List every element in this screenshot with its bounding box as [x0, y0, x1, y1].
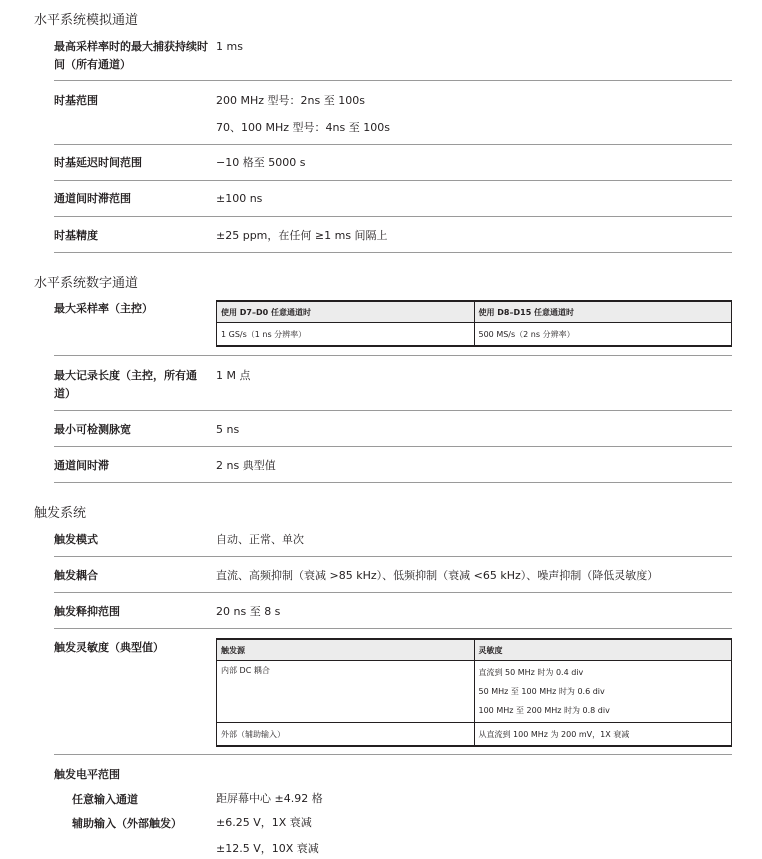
spec-value: 20 ns 至 8 s — [216, 605, 281, 618]
spec-value: ±100 ns — [216, 192, 263, 205]
table-header: 灵敏度 — [474, 639, 732, 661]
table-row — [217, 323, 732, 347]
spec-label: 时基精度 — [54, 229, 98, 242]
sub-label: 辅助输入（外部触发） — [72, 817, 182, 830]
sub-label: 任意输入通道 — [72, 793, 138, 806]
row-divider — [54, 556, 732, 557]
table-row — [217, 723, 732, 747]
trigger-sensitivity-table — [216, 638, 732, 747]
spec-label: 最大记录长度（主控，所有通道） — [54, 369, 197, 400]
row-divider — [54, 144, 732, 145]
spec-value: 距屏幕中心 ±4.92 格 — [216, 792, 323, 805]
spec-value: 200 MHz 型号：2ns 至 100s — [216, 94, 365, 107]
row-divider — [54, 592, 732, 593]
section-title-analog: 水平系统模拟通道 — [34, 13, 139, 28]
table-header: 触发源 — [217, 639, 475, 661]
table-header-row — [217, 639, 732, 661]
spec-value: ±6.25 V，1X 衰减 — [216, 816, 312, 829]
table-cell: 内部 DC 耦合 — [217, 661, 475, 723]
row-divider — [54, 80, 732, 81]
table-cell: 外部（辅助输入） — [217, 723, 475, 747]
spec-label: 最高采样率时的最大捕获持续时间（所有通道） — [54, 40, 208, 71]
spec-label: 触发灵敏度（典型值） — [54, 641, 164, 654]
spec-value: 自动、正常、单次 — [216, 533, 304, 546]
row-divider — [54, 628, 732, 629]
row-divider — [54, 446, 732, 447]
sensitivity-line: 100 MHz 至 200 MHz 时为 0.8 div — [478, 706, 610, 715]
spec-value: 70、100 MHz 型号：4ns 至 100s — [216, 121, 390, 134]
table-cell: 从直流到 100 MHz 为 200 mV，1X 衰减 — [474, 723, 732, 747]
row-divider — [54, 355, 732, 356]
spec-label: 最大采样率（主控） — [54, 302, 153, 315]
sensitivity-line: 直流到 50 MHz 时为 0.4 div — [478, 668, 584, 677]
spec-value: 1 ms — [216, 40, 243, 53]
spec-label: 通道间时滞范围 — [54, 192, 131, 205]
section-title-digital: 水平系统数字通道 — [34, 276, 139, 291]
spec-label: 触发模式 — [54, 533, 98, 546]
spec-value: 2 ns 典型值 — [216, 459, 276, 472]
sensitivity-line: 50 MHz 至 100 MHz 时为 0.6 div — [478, 687, 605, 696]
table-header: 使用 D8–D15 任意通道时 — [474, 301, 732, 323]
spec-label: 时基延迟时间范围 — [54, 156, 142, 169]
row-divider — [54, 180, 732, 181]
spec-label: 通道间时滞 — [54, 459, 109, 472]
section-title-trigger: 触发系统 — [34, 506, 87, 521]
row-divider — [54, 754, 732, 755]
spec-label: 最小可检测脉宽 — [54, 423, 131, 436]
spec-value: −10 格至 5000 s — [216, 156, 306, 169]
row-divider — [54, 482, 732, 483]
row-divider — [54, 252, 732, 253]
spec-label: 时基范围 — [54, 94, 98, 107]
row-divider — [54, 410, 732, 411]
spec-value: 1 M 点 — [216, 369, 251, 382]
row-divider — [54, 216, 732, 217]
spec-value: 5 ns — [216, 423, 240, 436]
spec-value: ±12.5 V，10X 衰减 — [216, 842, 319, 855]
spec-value: ±25 ppm，在任何 ≥1 ms 间隔上 — [216, 229, 388, 242]
spec-value: 直流、高频抑制（衰减 >85 kHz）、低频抑制（衰减 <65 kHz）、噪声抑制（降低灵敏度） — [216, 569, 659, 582]
table-cell: 1 GS/s（1 ns 分辨率） — [217, 323, 475, 347]
table-header: 使用 D7–D0 任意通道时 — [217, 301, 475, 323]
spec-label: 触发电平范围 — [54, 768, 120, 781]
table-cell: 500 MS/s（2 ns 分辨率） — [474, 323, 732, 347]
spec-label: 触发耦合 — [54, 569, 98, 582]
table-cell — [474, 661, 732, 723]
table-header-row — [217, 301, 732, 323]
spec-label: 触发释抑范围 — [54, 605, 120, 618]
table-row — [217, 661, 732, 723]
sample-rate-table — [216, 300, 732, 347]
